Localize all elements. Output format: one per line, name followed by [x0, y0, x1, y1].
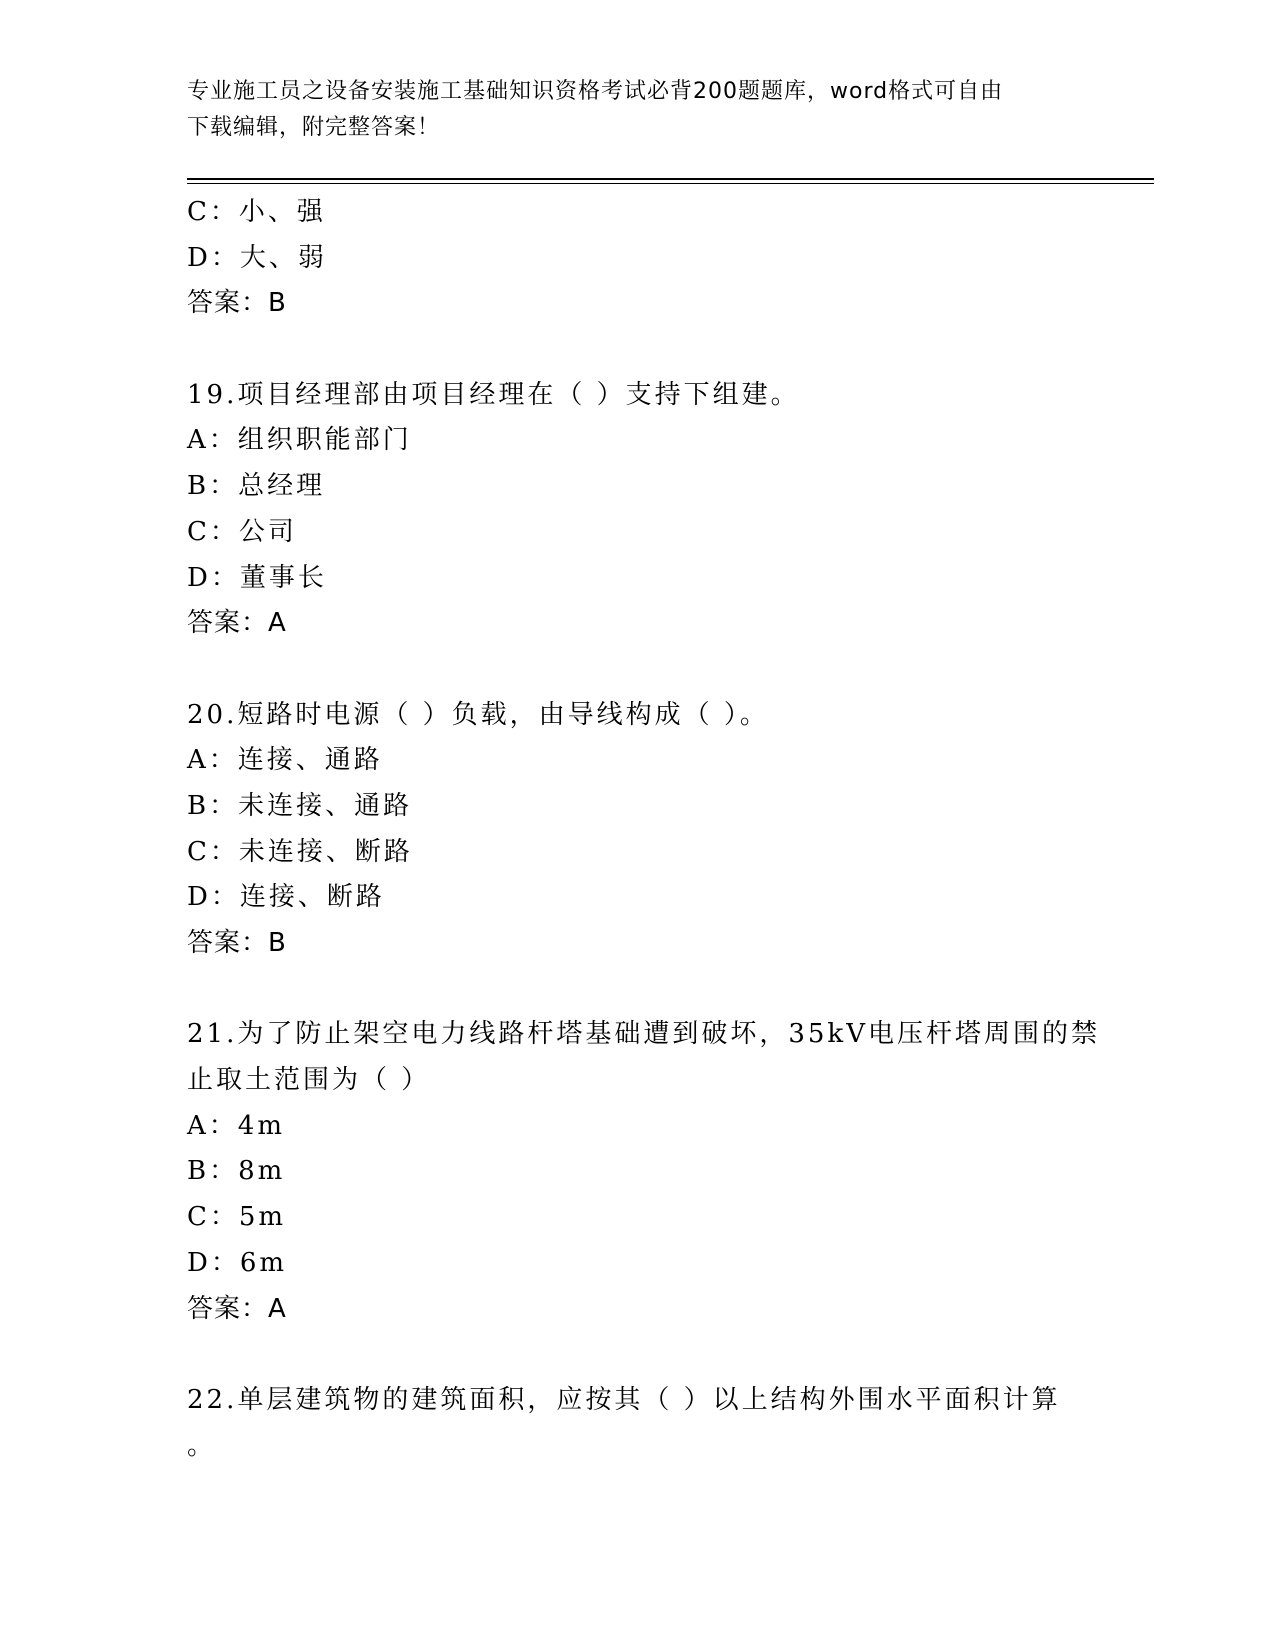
- question-block-21: [187, 1012, 1100, 1332]
- option-c: C：公司: [187, 516, 297, 547]
- question-list: [187, 190, 1100, 1469]
- option-a: A：连接、通路: [187, 745, 383, 776]
- answer-line: 答案：A: [187, 608, 287, 639]
- question-block-19: [187, 373, 1087, 647]
- option-c: C：小、强: [187, 197, 326, 227]
- option-c: C：5m: [187, 1202, 287, 1233]
- option-b: B：8m: [187, 1156, 286, 1187]
- option-d: D：大、弱: [187, 242, 327, 273]
- answer-line: 答案：A: [187, 1293, 287, 1324]
- header-line-1: 专业施工员之设备安装施工基础知识资格考试必背200题题库，word格式可自由: [187, 79, 1004, 104]
- option-d: D：董事长: [187, 562, 327, 593]
- question-stem: 20.短路时电源（ ）负载，由导线构成（ ）。: [187, 699, 769, 730]
- answer-line: 答案：B: [187, 288, 287, 319]
- question-stem-line-1: 21.为了防止架空电力线路杆塔基础遭到破坏，35kV电压杆塔周围的禁: [187, 1019, 1100, 1050]
- option-d: D：6m: [187, 1247, 288, 1278]
- answer-line: 答案：B: [187, 928, 287, 958]
- document-header: [187, 74, 1087, 146]
- option-d: D：连接、断路: [187, 882, 385, 913]
- question-stem-line-2: 止取土范围为（ ）: [187, 1065, 431, 1096]
- question-stem-line-1: 22.单层建筑物的建筑面积，应按其（ ）以上结构外围水平面积计算: [187, 1384, 1061, 1415]
- option-b: B：总经理: [187, 471, 326, 502]
- option-c: C：未连接、断路: [187, 836, 413, 867]
- option-b: B：未连接、通路: [187, 790, 413, 821]
- option-a: A：组织职能部门: [187, 425, 412, 456]
- question-stem: 19.项目经理部由项目经理在（ ）支持下组建。: [187, 379, 800, 410]
- question-block-20: [187, 693, 1087, 967]
- question-block-22: [187, 1378, 1087, 1469]
- question-stem-line-2: 。: [187, 1430, 217, 1461]
- question-block-18-tail: [187, 190, 1087, 327]
- option-a: A：4m: [187, 1110, 285, 1141]
- header-divider-thin: [187, 183, 1154, 184]
- header-divider-thick: [187, 178, 1154, 180]
- header-line-2: 下载编辑，附完整答案！: [187, 115, 441, 140]
